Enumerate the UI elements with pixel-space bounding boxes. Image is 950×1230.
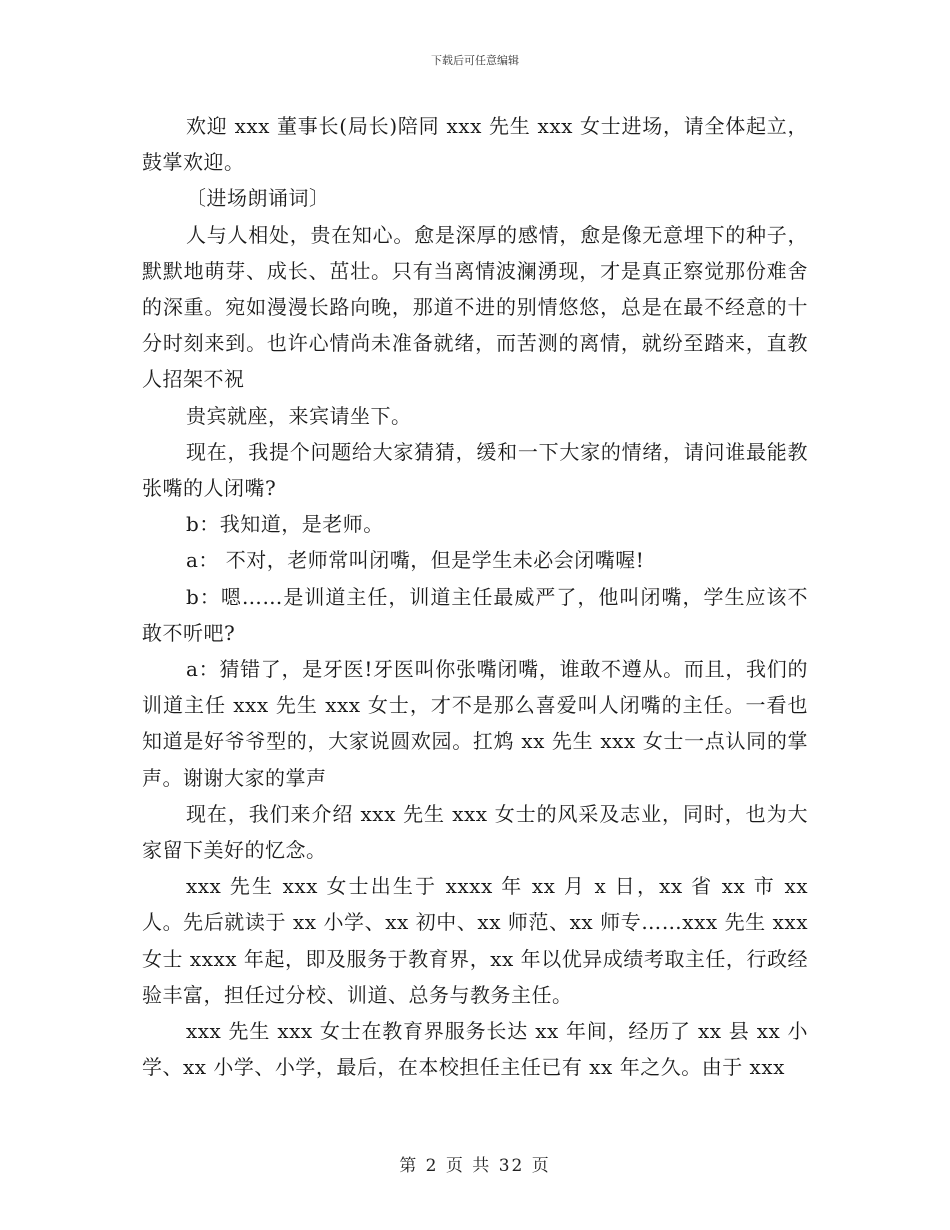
paragraph-be-seated: 贵宾就座，来宾请坐下。 bbox=[186, 403, 412, 428]
paragraph-dialogue-b2: b：嗯……是训道主任，训道主任最威严了，他叫闭嘴，学生应该不敢不听吧? bbox=[142, 584, 808, 645]
paragraph-service: xxx 先生 xxx 女士在教育界服务长达 xx 年间，经历了 xx 县 xx 小学、xx 小学、小学，最后，在本校担任主任已有 xx 年之久。由于 xxx bbox=[142, 1019, 808, 1080]
paragraph-dialogue-a2: a：猜错了，是牙医!牙医叫你张嘴闭嘴，谁敢不遵从。而且，我们的训道主任 xxx 先生 xxx 女士，才不是那么喜爱叫人闭嘴的主任。一看也知道是好爷爷型的，大家说圆欢园。扛鸩 xx 先生 xxx 女士一点认同的掌声。谢谢大家的掌声 bbox=[142, 657, 808, 790]
paragraph-dialogue-a1: a： 不对，老师常叫闭嘴，但是学生未必会闭嘴喔! bbox=[186, 548, 645, 573]
paragraph-welcome: 欢迎 xxx 董事长(局长)陪同 xxx 先生 xxx 女士进场，请全体起立，鼓掌欢迎。 bbox=[142, 114, 808, 175]
page-header: 下载后可任意编辑 bbox=[431, 54, 519, 67]
paragraph-recitation: 人与人相处，贵在知心。愈是深厚的感情，愈是像无意埋下的种子，默默地萌芽、成长、茁壮。只有当离情波澜湧现，才是真正察觉那份难舍的深重。宛如漫漫长路向晚，那道不进的别情悠悠，总是在最不经意的十分时刻来到。也许心情尚未准备就绪，而苦测的离情，就纷至踏来，直教人招架不祝 bbox=[142, 222, 808, 392]
paragraph-introduction: 现在，我们来介绍 xxx 先生 xxx 女士的风采及志业，同时，也为大家留下美好的忆念。 bbox=[142, 801, 808, 863]
paragraph-biography: xxx 先生 xxx 女士出生于 xxxx 年 xx 月 x 日，xx 省 xx 市 xx 人。先后就读于 xx 小学、xx 初中、xx 师范、xx 师专……xxx 先生 xxx 女士 xxxx 年起，即及服务于教育界，xx 年以优异成绩考取主任，行政经验丰富，担任过分校、训道、总务与教务主任。 bbox=[142, 874, 808, 1007]
paragraph-dialogue-b1: b：我知道，是老师。 bbox=[186, 512, 384, 537]
paragraph-question: 现在，我提个问题给大家猜猜，缓和一下大家的情绪，请问谁最能教张嘴的人闭嘴? bbox=[142, 439, 808, 501]
paragraph-recitation-heading: 〔进场朗诵词〕 bbox=[186, 186, 330, 211]
page-footer: 第 2 页 共 32 页 bbox=[399, 1156, 551, 1176]
document-body bbox=[142, 108, 808, 1085]
